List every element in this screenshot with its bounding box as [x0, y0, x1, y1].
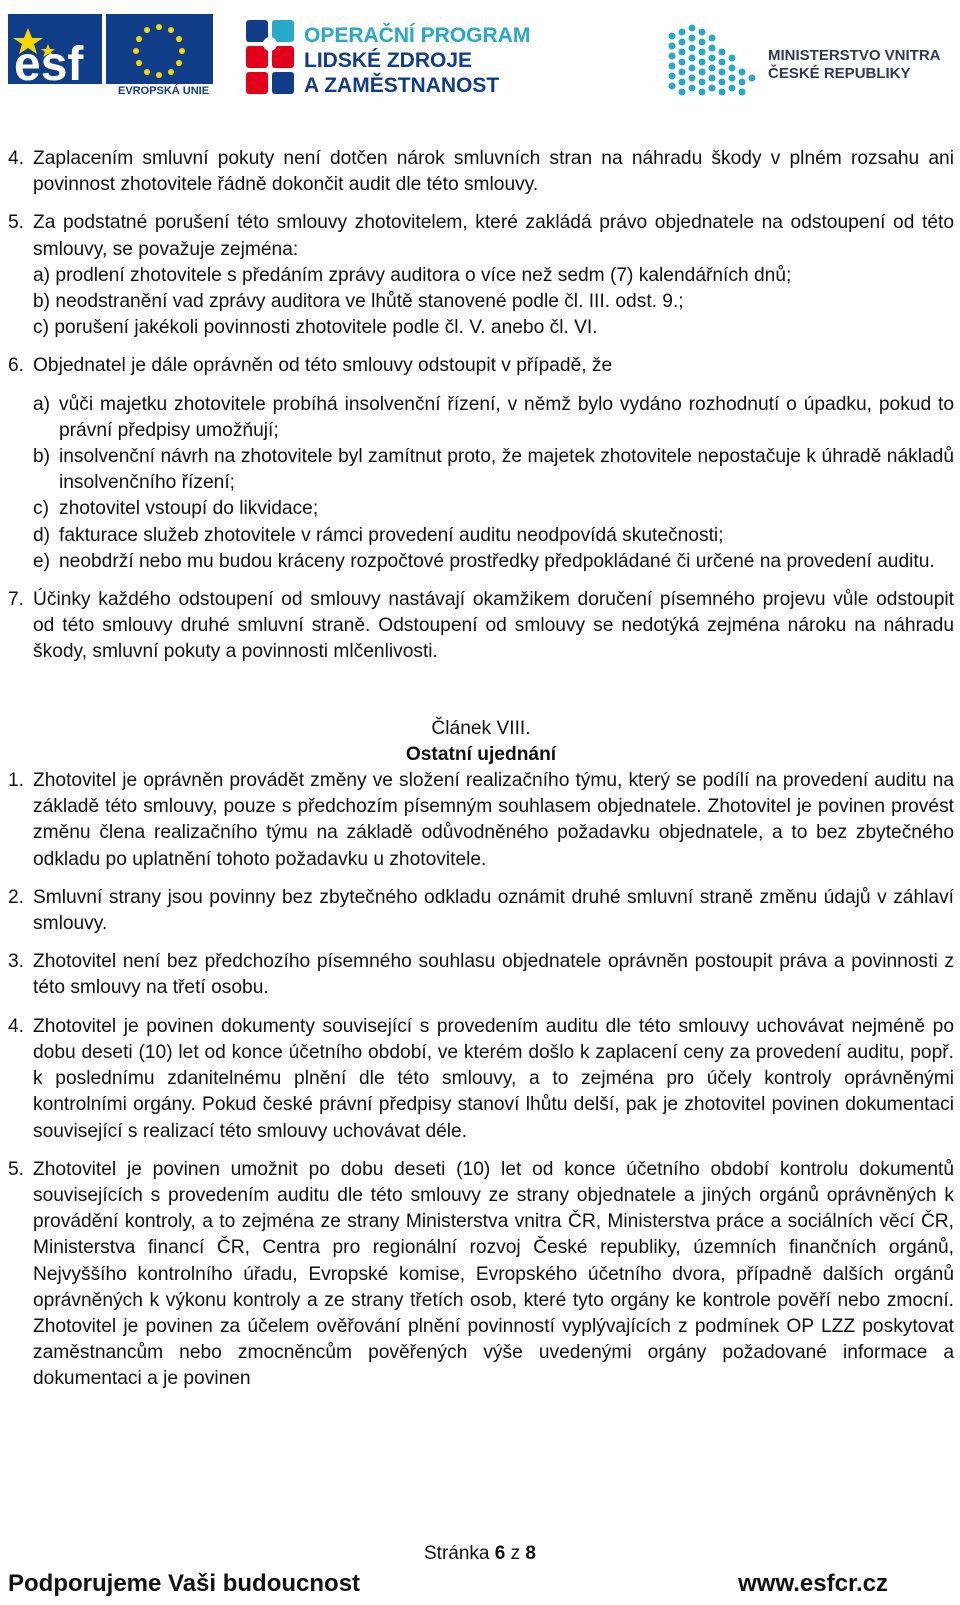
page-number	[0, 1543, 960, 1565]
clause-number: 1.	[8, 770, 25, 792]
clause-text: Smluvní strany jsou povinny bez zbytečného odkladu oznámit druhé smluvní straně změnu údajů v záhlaví smlouvy.	[33, 886, 954, 935]
document-body	[8, 146, 954, 1393]
sub-letter: c)	[33, 498, 49, 520]
clause-number: 7.	[8, 589, 25, 611]
clause-line-a: a) prodlení zhotovitele s předáním zprávy auditora o více než sedm (7) kalendářních dnů;	[33, 264, 792, 286]
clause-text: Zhotovitel je oprávněn provádět změny ve složení realizačního týmu, který se podílí na provedení auditu na základě této smlouvy, pouze s předchozím písemným souhlasem objednatele. Zhotovitel je povinen provést změnu člena realizačního týmu na základě odůvodněného požadavku objednatele, a to bez zbytečného odkladu po uplatnění tohoto požadavku u zhotovitele.	[33, 770, 954, 870]
page-total: 8	[525, 1543, 536, 1564]
ministry-line-2: ČESKÉ REPUBLIKY	[768, 65, 911, 82]
clause-7-7	[8, 587, 954, 666]
sub-letter: e)	[33, 550, 51, 572]
op-line-1: OPERAČNÍ PROGRAM	[304, 24, 531, 47]
sub-letter: d)	[33, 524, 51, 546]
footer-slogan: Podporujeme Vaši budoucnost	[8, 1570, 361, 1597]
clause-text: Zaplacením smluvní pokuty není dotčen nárok smluvních stran na náhradu škody v plném rozsahu ani povinnost zhotovitele řádně dokončit audit dle této smlouvy.	[33, 148, 954, 196]
clause-line-c: c) porušení jakékoli povinnosti zhotovitele podle čl. V. anebo čl. VI.	[33, 317, 598, 339]
article-title: Ostatní ujednání	[405, 743, 557, 765]
clause-number: 6.	[8, 355, 25, 377]
sub-item-c	[33, 496, 954, 522]
page-current: 6	[494, 1543, 506, 1564]
sub-letter: a)	[33, 393, 51, 415]
clause-8-2	[8, 885, 954, 937]
clause-text: Zhotovitel není bez předchozího písemného souhlasu objednatele oprávněn postoupit práva a povinnosti z této smlouvy na třetí osobu.	[33, 951, 954, 999]
clause-number: 3.	[8, 951, 25, 973]
sub-item-a	[33, 392, 954, 444]
sub-text: fakturace služeb zhotovitele v rámci provedení auditu neodpovídá skutečnosti;	[59, 524, 724, 546]
clause-text: Zhotovitel je povinen dokumenty související s provedením auditu dle této smlouvy uchovávat nejméně po dobu deseti (10) let od konce účetního období, ve kterém došlo k zaplacení ceny za provedení auditu, popř. k poslednímu zdanitelnému plnění dle této smlouvy, a to zejména pro účely kontroly oprávněnými kontrolními orgány. Pokud české právní předpisy stanoví lhůtu delší, pak je zhotovitel povinen dokumentaci související s realizací této smlouvy uchovávat déle.	[33, 1015, 954, 1142]
sub-text: vůči majetku zhotovitele probíhá insolvenční řízení, v němž bylo vydáno rozhodnutí o úpadku, pokud to právní předpisy umožňují;	[59, 393, 954, 441]
eu-caption: EVROPSKÁ UNIE	[118, 85, 210, 96]
page-prefix: Stránka	[424, 1543, 490, 1564]
ministry-line-1: MINISTERSTVO VNITRA	[768, 47, 941, 64]
op-lzz-logo	[246, 16, 536, 100]
clause-8-4	[8, 1014, 954, 1145]
sub-text: zhotovitel vstoupí do likvidace;	[59, 498, 319, 520]
clause-text: Zhotovitel je povinen umožnit po dobu deseti (10) let od konce účetního období kontrolu dokumentů souvisejících s provedením auditu dle této smlouvy ze strany objednatele a jiných orgánů oprávněných k provádění kontroly, a to zejména ze strany Ministerstva vnitra ČR, Ministerstva práce a sociálních věcí ČR, Ministerstva financí ČR, Centra pro regionální rozvoj České republiky, územních finančních orgánů, Nejvyššího kontrolního úřadu, Evropské komise, Evropského účetního dvora, případně dalších orgánů oprávněných k výkonu kontroly a ze strany třetích osob, které tyto orgány ke kontrole pověří nebo zmocní. Zhotovitel je povinen za účelem ověřování plnění povinností vyplývajících z podmínek OP LZZ poskytovat zaměstnancům nebo zmocněncům pověřených výše uvedenými orgány požadované informace a dokumentaci a je povinen	[33, 1158, 954, 1390]
sub-item-d	[33, 523, 954, 549]
page-header	[0, 0, 960, 110]
clause-text: Objednatel je dále oprávněn od této smlouvy odstoupit v případě, že	[33, 355, 613, 377]
clause-number: 4.	[8, 148, 25, 169]
clause-text: Za podstatné porušení této smlouvy zhotovitelem, které zakládá právo objednatele na odstoupení od této smlouvy, se považuje zejména:	[33, 212, 954, 260]
sub-text: neobdrží nebo mu budou kráceny rozpočtové prostředky předpokládané či určené na provedení auditu.	[59, 550, 935, 572]
clause-8-3	[8, 949, 954, 1001]
op-line-2: LIDSKÉ ZDROJE	[304, 49, 473, 72]
clause-7-4	[8, 146, 954, 198]
clause-8-5	[8, 1157, 954, 1393]
clause-7-6	[8, 353, 954, 379]
clause-7-5	[8, 210, 954, 341]
sub-item-b	[33, 444, 954, 496]
clause-text: Účinky každého odstoupení od smlouvy nastávají okamžikem doručení písemného projevu vůle odstoupit od této smlouvy druhé smluvní straně. Odstoupení od smlouvy se nedotýká zejména nároku na náhradu škody, smluvní pokuty a povinnosti mlčenlivosti.	[33, 589, 954, 663]
clause-number: 2.	[8, 886, 25, 908]
ministry-interior-logo	[664, 18, 954, 102]
esf-wordmark: esf	[14, 38, 84, 91]
page-separator: z	[510, 1543, 521, 1564]
article-number: Článek VIII.	[431, 717, 531, 739]
clause-number: 5.	[8, 1158, 25, 1180]
sub-text: insolvenční návrh na zhotovitele byl zamítnut proto, že majetek zhotovitele nepostačuje k úhradě nákladů insolvenčního řízení;	[59, 446, 954, 494]
footer-url[interactable]: www.esfcr.cz	[738, 1570, 888, 1597]
op-line-3: A ZAMĚSTNANOST	[304, 74, 500, 97]
ministry-dot-mark-icon	[669, 25, 756, 96]
esf-eu-logo	[8, 14, 213, 96]
clause-number: 5.	[8, 212, 25, 234]
sub-letter: b)	[33, 446, 51, 468]
clause-number: 4.	[8, 1015, 25, 1037]
clause-line-b: b) neodstranění vad zprávy auditora ve lhůtě stanovené podle čl. III. odst. 9.;	[33, 291, 684, 313]
clause-8-1	[8, 768, 954, 873]
sub-item-e	[33, 549, 954, 575]
